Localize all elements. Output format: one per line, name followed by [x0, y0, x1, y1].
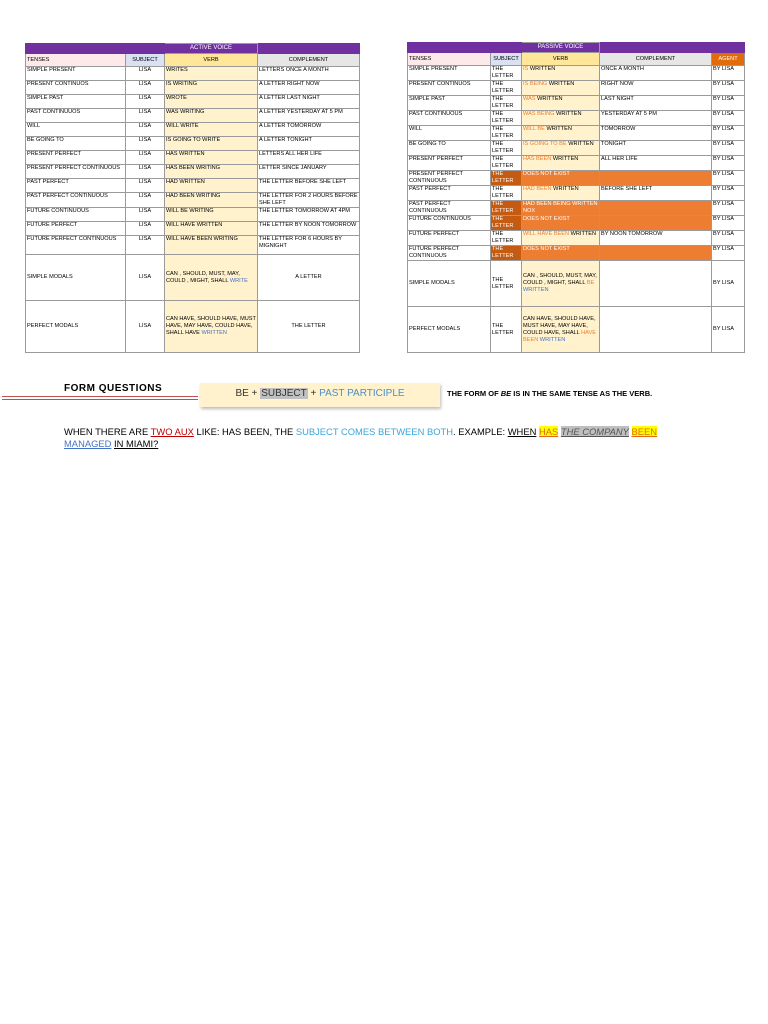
passive-agent-cell: BY LISA: [712, 171, 745, 186]
passive-subject-cell: THE LETTER: [491, 141, 522, 156]
active-row-simple-modals: [26, 255, 360, 301]
active-complement-cell: A LETTER RIGHT NOW: [258, 81, 360, 95]
active-verb-cell: IS GOING TO WRITE: [165, 137, 258, 151]
two-aux-rule: [64, 426, 704, 450]
text: LIKE: HAS BEEN, THE: [196, 426, 294, 437]
passive-subject-cell: THE LETTER: [491, 66, 522, 81]
verb-highlight: WRITTEN: [201, 330, 227, 336]
passive-tense-cell: PRESENT CONTINUOS: [408, 81, 491, 96]
active-subject-cell: LISA: [126, 236, 165, 255]
active-complement-cell: THE LETTER BY NOON TOMORROW: [258, 222, 360, 236]
active-table-row: [26, 165, 360, 179]
form-questions-title: FORM QUESTIONS: [64, 383, 163, 394]
active-title-blank: [26, 44, 126, 54]
active-complement-cell: A LETTER TOMORROW: [258, 123, 360, 137]
active-complement-cell: THE LETTER BEFORE SHE LEFT: [258, 179, 360, 193]
passive-tense-cell: FUTURE CONTINUOUS: [408, 216, 491, 231]
active-table-row: [26, 236, 360, 255]
passive-complement-cell: [600, 171, 712, 186]
formula-be: BE +: [235, 388, 258, 399]
active-subject-cell: LISA: [126, 222, 165, 236]
passive-voice-table: [407, 42, 745, 353]
two-aux-highlight: TWO AUX: [150, 426, 194, 437]
passive-title-blank: [491, 43, 522, 53]
active-table-row: [26, 151, 360, 165]
passive-agent-cell: BY LISA: [712, 81, 745, 96]
active-tense-cell: SIMPLE PRESENT: [26, 67, 126, 81]
active-verb-cell: [165, 301, 258, 353]
active-header-verb: VERB: [165, 54, 258, 67]
passive-tense-cell: SIMPLE PAST: [408, 96, 491, 111]
passive-main-verb: WRITTEN: [552, 156, 579, 162]
active-tense-cell: BE GOING TO: [26, 137, 126, 151]
passive-tense-cell: SIMPLE PRESENT: [408, 66, 491, 81]
passive-table-row: [408, 216, 745, 231]
passive-row-simple-modals: [408, 261, 745, 307]
active-title-blank: [258, 44, 360, 54]
passive-main-verb: WRITTEN: [553, 186, 579, 192]
passive-tense-cell: FUTURE PERFECT CONTINUOUS: [408, 246, 491, 261]
active-tense-cell: PRESENT PERFECT: [26, 151, 126, 165]
active-complement-cell: A LETTER: [258, 255, 360, 301]
passive-tense-cell: SIMPLE MODALS: [408, 261, 491, 307]
passive-agent-cell: BY LISA: [712, 216, 745, 231]
modal-verbs: CAN HAVE, SHOULD HAVE, MUST HAVE, MAY HAVE, COULD HAVE, SHALL: [523, 315, 596, 336]
passive-voice-title: PASSIVE VOICE: [522, 43, 600, 53]
passive-aux: WAS: [523, 96, 536, 102]
active-complement-cell: A LETTER YESTERDAY AT 5 PM: [258, 109, 360, 123]
passive-main-verb: WRITTEN: [570, 231, 597, 237]
passive-agent-cell: BY LISA: [712, 141, 745, 156]
passive-title-blank: [712, 43, 745, 53]
active-subject-cell: LISA: [126, 95, 165, 109]
passive-complement-cell: BY NOON TOMORROW: [600, 231, 712, 246]
formula-subject: SUBJECT: [261, 388, 307, 399]
passive-table-row: [408, 171, 745, 186]
passive-complement-cell: TONIGHT: [600, 141, 712, 156]
passive-subject-cell: THE LETTER: [491, 307, 522, 353]
passive-agent-cell: BY LISA: [712, 201, 745, 216]
passive-complement-cell: ALL HER LIFE: [600, 156, 712, 171]
active-header-complement: COMPLEMENT: [258, 54, 360, 67]
passive-subject-cell: THE LETTER: [491, 81, 522, 96]
active-verb-cell: HAD WRITTEN: [165, 179, 258, 193]
active-complement-cell: LETTERS ALL HER LIFE: [258, 151, 360, 165]
passive-complement-cell: [600, 216, 712, 231]
passive-table-row: [408, 66, 745, 81]
passive-table-row: [408, 156, 745, 171]
active-table-row: [26, 95, 360, 109]
passive-subject-cell: THE LETTER: [491, 201, 522, 216]
active-table-row: [26, 208, 360, 222]
passive-agent-cell: BY LISA: [712, 66, 745, 81]
active-table-row: [26, 137, 360, 151]
active-subject-cell: LISA: [126, 208, 165, 222]
passive-verb-cell: [522, 111, 600, 126]
active-table-row: [26, 123, 360, 137]
passive-aux: IS BEING: [523, 81, 548, 87]
passive-title-blank: [600, 43, 712, 53]
passive-subject-cell: THE LETTER: [491, 126, 522, 141]
passive-tense-cell: PRESENT PERFECT CONTINUOUS: [408, 171, 491, 186]
form-note-pre: THE FORM OF: [447, 389, 499, 398]
form-questions-underline: [2, 396, 198, 397]
passive-main-verb: WRITTEN: [546, 126, 572, 132]
active-tense-cell: FUTURE CONTINUOUS: [26, 208, 126, 222]
passive-subject-cell: THE LETTER: [491, 231, 522, 246]
passive-verb-cell: [522, 261, 600, 307]
passive-tense-cell: WILL: [408, 126, 491, 141]
modal-verbs: CAN , SHOULD, MUST, MAY, COULD , MIGHT, SHALL: [523, 273, 597, 286]
passive-header-agent: AGENT: [712, 53, 745, 66]
passive-tense-cell: PAST CONTINUOUS: [408, 111, 491, 126]
active-subject-cell: LISA: [126, 301, 165, 353]
formula-plus: +: [310, 388, 317, 399]
formula-box: [200, 383, 440, 407]
passive-agent-cell: BY LISA: [712, 231, 745, 246]
active-table-row: [26, 81, 360, 95]
active-subject-cell: LISA: [126, 193, 165, 208]
active-tense-cell: WILL: [26, 123, 126, 137]
passive-verb-cell: DOES NOT EXIST: [522, 216, 600, 231]
active-subject-cell: LISA: [126, 137, 165, 151]
active-verb-cell: [165, 255, 258, 301]
passive-main-verb: WRITTEN: [548, 81, 575, 87]
text: . EXAMPLE:: [452, 426, 506, 437]
active-voice-table: [25, 43, 360, 353]
text: WHEN THERE ARE: [64, 426, 149, 437]
active-subject-cell: LISA: [126, 255, 165, 301]
passive-subject-cell: THE LETTER: [491, 246, 522, 261]
active-header-subject: SUBJECT: [126, 54, 165, 67]
passive-tense-cell: PERFECT MODALS: [408, 307, 491, 353]
passive-table-row: [408, 126, 745, 141]
formula-past-participle: PAST PARTICIPLE: [319, 388, 405, 399]
passive-tense-cell: BE GOING TO: [408, 141, 491, 156]
form-note: [447, 389, 652, 398]
active-verb-cell: WILL WRITE: [165, 123, 258, 137]
passive-aux: WILL BE: [523, 126, 545, 132]
passive-tense-cell: PRESENT PERFECT: [408, 156, 491, 171]
passive-tense-cell: PAST PERFECT: [408, 186, 491, 201]
example-rest: IN MIAMI?: [114, 438, 159, 449]
passive-agent-cell: BY LISA: [712, 126, 745, 141]
passive-table-row: [408, 246, 745, 261]
active-table-row: [26, 109, 360, 123]
active-verb-cell: HAS WRITTEN: [165, 151, 258, 165]
passive-agent-cell: BY LISA: [712, 307, 745, 353]
active-tense-cell: FUTURE PERFECT: [26, 222, 126, 236]
passive-agent-cell: BY LISA: [712, 96, 745, 111]
active-table-row: [26, 67, 360, 81]
passive-aux: HAS BEEN: [523, 156, 552, 162]
passive-table-row: [408, 81, 745, 96]
passive-agent-cell: BY LISA: [712, 246, 745, 261]
passive-subject-cell: THE LETTER: [491, 216, 522, 231]
passive-main-verb: WRITTEN: [529, 66, 556, 72]
active-complement-cell: THE LETTER FOR 2 HOURS BEFORE SHE LEFT: [259, 193, 358, 206]
active-verb-cell: WAS WRITING: [165, 109, 258, 123]
passive-complement-cell: [600, 201, 712, 216]
passive-table-row: [408, 111, 745, 126]
passive-verb-cell: [522, 141, 600, 156]
active-complement-cell: THE LETTER TOMORROW AT 4PM: [258, 208, 360, 222]
passive-tense-cell: FUTURE PERFECT: [408, 231, 491, 246]
passive-complement-cell: RIGHT NOW: [600, 81, 712, 96]
active-verb-cell: WILL HAVE BEEN WRITING: [165, 236, 258, 255]
passive-table-row: [408, 231, 745, 246]
active-row-perfect-modals: [26, 301, 360, 353]
passive-verb-cell: [522, 126, 600, 141]
passive-verb-cell: [522, 66, 600, 81]
passive-header-verb: VERB: [522, 53, 600, 66]
passive-verb-cell: [522, 231, 600, 246]
passive-aux: IS: [523, 66, 529, 72]
passive-complement-cell: [600, 307, 712, 353]
verb-be: HAVE BEEN: [523, 329, 596, 343]
active-verb-cell: HAD BEEN WRITING: [165, 193, 258, 208]
passive-aux: WAS BEING: [523, 111, 555, 117]
passive-complement-cell: BEFORE SHE LEFT: [600, 186, 712, 201]
active-complement-cell: A LETTER LAST NIGHT: [258, 95, 360, 109]
example-aux-has: HAS: [538, 426, 559, 437]
active-subject-cell: LISA: [126, 81, 165, 95]
active-complement-cell: THE LETTER: [258, 301, 360, 353]
passive-verb-cell: [522, 96, 600, 111]
subject-rule-highlight: SUBJECT COMES BETWEEN BOTH: [295, 426, 453, 437]
passive-title-blank: [408, 43, 491, 53]
passive-aux: WILL HAVE BEEN: [523, 231, 570, 237]
active-tense-cell: PRESENT PERFECT CONTINUOUS: [26, 165, 126, 179]
passive-subject-cell: THE LETTER: [491, 261, 522, 307]
passive-main-verb: WRITTEN: [568, 141, 594, 147]
verb-be: BE: [586, 280, 595, 286]
active-subject-cell: LISA: [126, 151, 165, 165]
passive-main-verb: WRITTEN: [556, 111, 582, 117]
active-subject-cell: LISA: [126, 165, 165, 179]
active-tense-cell: SIMPLE MODALS: [26, 255, 126, 301]
passive-verb-cell: DOES NOT EXIST: [522, 171, 600, 186]
active-complement-cell: LETTERS ONCE A MONTH: [258, 67, 360, 81]
verb-main: WRITTEN: [523, 287, 549, 293]
passive-verb-cell: HAD BEEN BEING WRITTEN NOX: [523, 201, 598, 214]
passive-aux: HAD BEEN: [523, 186, 552, 192]
active-table-row: [26, 193, 360, 208]
example-when: WHEN: [507, 426, 537, 437]
passive-complement-cell: TOMORROW: [600, 126, 712, 141]
passive-tense-cell: PAST PERFECT CONTINUOUS: [408, 201, 491, 216]
passive-subject-cell: THE LETTER: [491, 96, 522, 111]
active-tense-cell: PAST PERFECT: [26, 179, 126, 193]
active-voice-title: ACTIVE VOICE: [165, 44, 258, 54]
active-verb-cell: IS WRITING: [165, 81, 258, 95]
modal-verbs: CAN HAVE, SHOULD HAVE, MUST HAVE, MAY HAVE, COULD HAVE, SHALL HAVE: [166, 316, 256, 336]
active-verb-cell: WROTE: [165, 95, 258, 109]
passive-complement-cell: [600, 246, 712, 261]
active-tense-cell: PAST CONTINUUOS: [26, 109, 126, 123]
form-note-post: IS IN THE SAME TENSE AS THE VERB.: [513, 389, 653, 398]
active-verb-cell: WILL HAVE WRITTEN: [165, 222, 258, 236]
example-participle: MANAGED: [64, 438, 112, 449]
passive-subject-cell: THE LETTER: [491, 111, 522, 126]
modal-verbs: CAN , SHOULD, MUST, MAY, COULD , MIGHT, SHALL: [166, 270, 240, 284]
passive-agent-cell: BY LISA: [712, 111, 745, 126]
form-note-be: BE: [500, 389, 512, 398]
passive-header-tenses: TENSES: [408, 53, 491, 66]
passive-header-complement: COMPLEMENT: [600, 53, 712, 66]
passive-agent-cell: BY LISA: [712, 261, 745, 307]
passive-header-subject: SUBJECT: [491, 53, 522, 66]
passive-agent-cell: BY LISA: [712, 156, 745, 171]
passive-complement-cell: LAST NIGHT: [600, 96, 712, 111]
example-subject: THE COMPANY: [560, 426, 629, 437]
active-tense-cell: FUTURE PERFECT CONTINUOUS: [26, 236, 126, 255]
passive-subject-cell: THE LETTER: [491, 171, 522, 186]
active-table-row: [26, 222, 360, 236]
active-tense-cell: PAST PERFECT CONTINUOUS: [26, 193, 126, 208]
active-header-tenses: TENSES: [26, 54, 126, 67]
passive-aux: IS GOING TO BE: [523, 141, 567, 147]
active-verb-cell: WRITES: [165, 67, 258, 81]
active-complement-cell: A LETTER TONIGHT: [258, 137, 360, 151]
passive-complement-cell: ONCE A MONTH: [600, 66, 712, 81]
active-subject-cell: LISA: [126, 123, 165, 137]
active-tense-cell: PERFECT MODALS: [26, 301, 126, 353]
active-tense-cell: SIMPLE PAST: [26, 95, 126, 109]
active-table-row: [26, 179, 360, 193]
passive-verb-cell: [522, 186, 600, 201]
passive-verb-cell: [522, 307, 600, 353]
example-aux-been: BEEN: [631, 426, 658, 437]
verb-highlight: WRITE: [229, 277, 248, 284]
passive-row-perfect-modals: [408, 307, 745, 353]
active-title-blank: [126, 44, 165, 54]
passive-main-verb: WRITTEN: [537, 96, 563, 102]
active-complement-cell: THE LETTER FOR 6 HOURS BY MIGNIGHT: [258, 236, 360, 255]
passive-verb-cell: DOES NOT EXIST: [522, 246, 600, 261]
verb-main: WRITTEN: [539, 336, 566, 343]
passive-agent-cell: BY LISA: [712, 186, 745, 201]
active-subject-cell: LISA: [126, 179, 165, 193]
active-complement-cell: LETTER SINCE JANUARY: [258, 165, 360, 179]
passive-table-row: [408, 96, 745, 111]
passive-table-row: [408, 141, 745, 156]
active-verb-cell: HAS BEEN WRITING: [165, 165, 258, 179]
active-verb-cell: WILL BE WRITING: [165, 208, 258, 222]
passive-verb-cell: [522, 81, 600, 96]
active-subject-cell: LISA: [126, 109, 165, 123]
active-subject-cell: LISA: [126, 67, 165, 81]
passive-table-row: [408, 186, 745, 201]
form-questions-underline: [2, 399, 198, 400]
passive-complement-cell: [600, 261, 712, 307]
passive-verb-cell: [522, 156, 600, 171]
passive-subject-cell: THE LETTER: [491, 156, 522, 171]
active-tense-cell: PRESENT CONTINUOS: [26, 81, 126, 95]
passive-complement-cell: YESTERDAY AT 5 PM: [600, 111, 712, 126]
passive-subject-cell: THE LETTER: [491, 186, 522, 201]
passive-table-row: [408, 201, 745, 216]
